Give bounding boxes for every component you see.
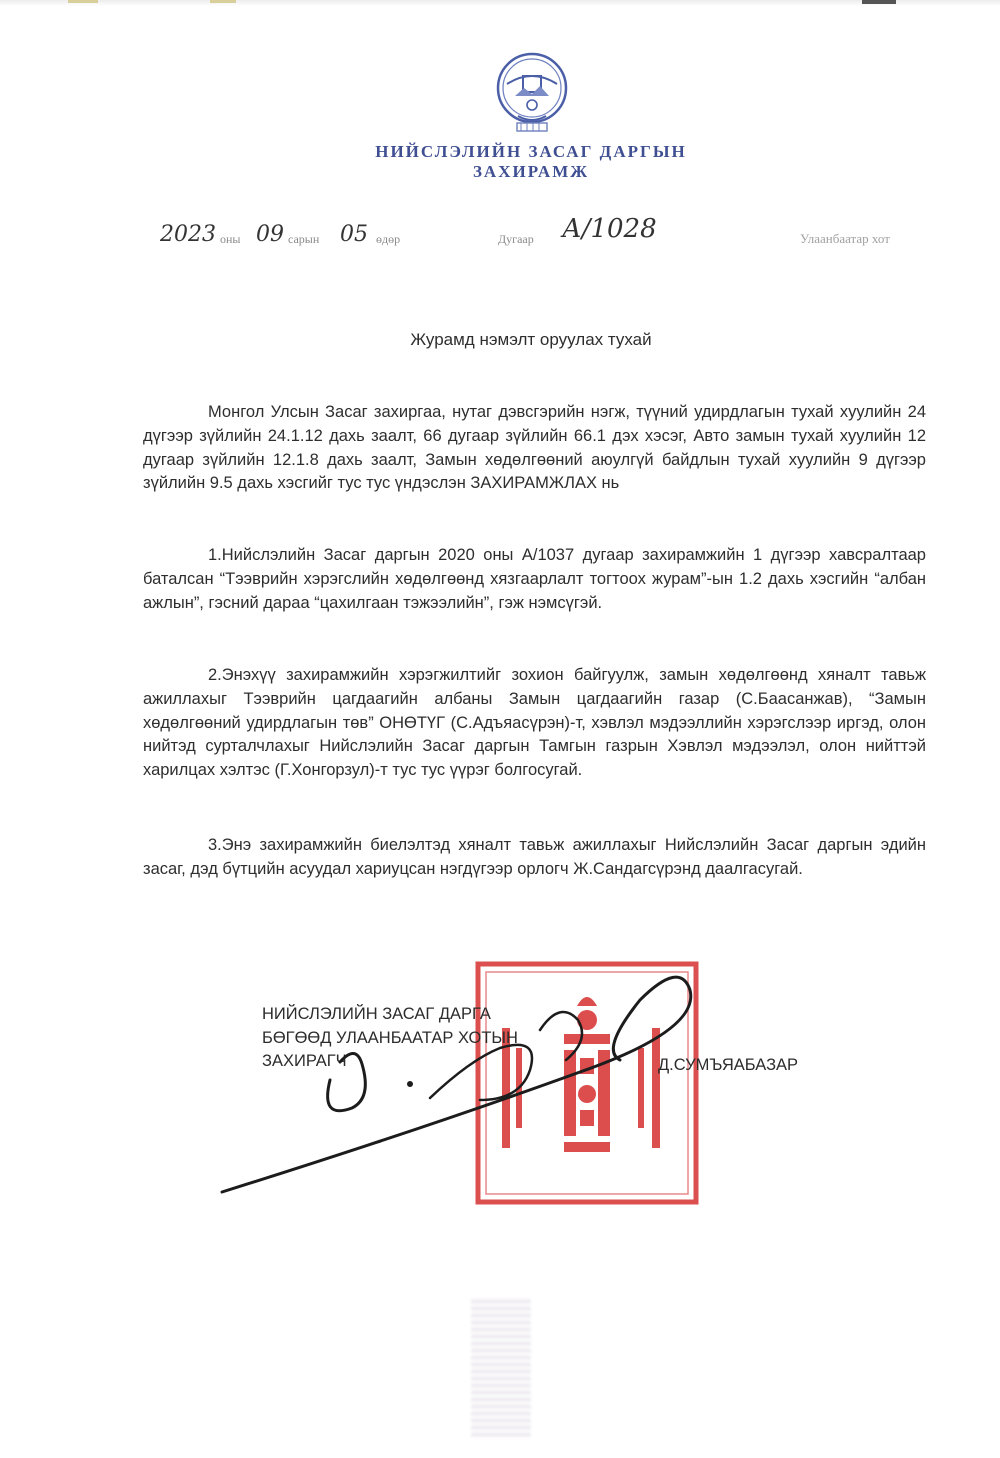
number-label: Дугаар bbox=[498, 232, 534, 246]
date-month-label: сарын bbox=[288, 232, 320, 246]
date-year-label: оны bbox=[220, 232, 241, 246]
scan-artifact bbox=[68, 0, 98, 3]
document-number: А/1028 bbox=[562, 214, 657, 244]
signatory-title bbox=[262, 1003, 518, 1074]
document-title: Журамд нэмэлт оруулах тухай bbox=[410, 330, 652, 349]
signatory-title-line2: БӨГӨӨД УЛААНБААТАР ХОТЫН bbox=[262, 1028, 518, 1047]
scan-artifact bbox=[862, 0, 896, 4]
scan-smudge bbox=[471, 1298, 531, 1438]
clause-1-paragraph: 1.Нийслэлийн Засаг даргын 2020 оны А/1037 дугаар захирамжийн 1 дүгээр хавсралтаар баталсан “Тээврийн хэрэгслийн хөдөлгөөнд хязгаарлалт тогтоох журам”-ын 1.2 дахь хэсгийн “албан ажлын”, гэсний дараа “цахилгаан тэжээлийн”, гэж нэмсүгэй. bbox=[143, 546, 926, 612]
clause-2-paragraph: 2.Энэхүү захирамжийн хэрэгжилтийг зохион байгуулж, замын хөдөлгөөнд хяналт тавьж ажиллахыг Тээврийн цагдаагийн албаны Замын цагдаагийн газар (С.Баасанжав), “Замын хөдөлгөөний удирдлагын төв” ОНӨТҮГ (С.Адъяасүрэн)-т, хэвлэл мэдээллийн хэрэгслээр иргэд, олон нийтэд сурталчлахыг Нийслэлийн Засаг даргын Тамгын газрын Хэвлэл мэдээлэл, олон нийттэй харилцах хэлтэс (Г.Хонгорзул)-т тус тус үүрэг болгосугай. bbox=[143, 666, 926, 780]
preamble-paragraph: Монгол Улсын Засаг захиргаа, нутаг дэвсгэрийн нэгж, түүний удирдлагын тухай хуулийн 24 дүгээр зүйлийн 24.1.12 дахь заалт, 66 дугаар зүйлийн 66.1 дэх хэсэг, Авто замын тухай хуулийн 12 дугаар зүйлийн 12.1.8 дахь заалт, Замын хөдөлгөөний аюулгүй байдлын тухай хуулийн 9 дүгээр зүйлийн 9.5 дахь хэсгийг тус тус үндэслэн ЗАХИРАМЖЛАХ нь bbox=[143, 403, 926, 493]
scan-edge bbox=[0, 0, 1000, 6]
signatory-title-line3: ЗАХИРАГЧ bbox=[262, 1052, 347, 1070]
mongolia-state-emblem-icon bbox=[493, 50, 571, 134]
date-day-label: өдөр bbox=[376, 232, 401, 246]
official-seal-stamp bbox=[472, 958, 702, 1208]
signatory-title-line1: НИЙСЛЭЛИЙН ЗАСАГ ДАРГА bbox=[262, 1005, 491, 1023]
signatory-name: Д.СУМЪЯАБАЗАР bbox=[658, 1056, 799, 1074]
org-name-line2: ЗАХИРАМЖ bbox=[472, 162, 590, 181]
date-year: 2023 bbox=[160, 222, 216, 247]
date-month: 09 bbox=[256, 222, 284, 247]
clause-3-paragraph: 3.Энэ захирамжийн биелэлтэд хяналт тавьж ажиллахыг Нийслэлийн Засаг даргын эдийн засаг, дэд бүтцийн асуудал хариуцсан нэгдүгээр орлогч Ж.Сандагсүрэнд даалгасугай. bbox=[143, 836, 926, 878]
org-name-line1: НИЙСЛЭЛИЙН ЗАСАГ ДАРГЫН bbox=[375, 142, 687, 161]
scan-artifact bbox=[210, 0, 236, 3]
city-label: Улаанбаатар хот bbox=[800, 231, 890, 246]
date-day: 05 bbox=[340, 222, 368, 247]
